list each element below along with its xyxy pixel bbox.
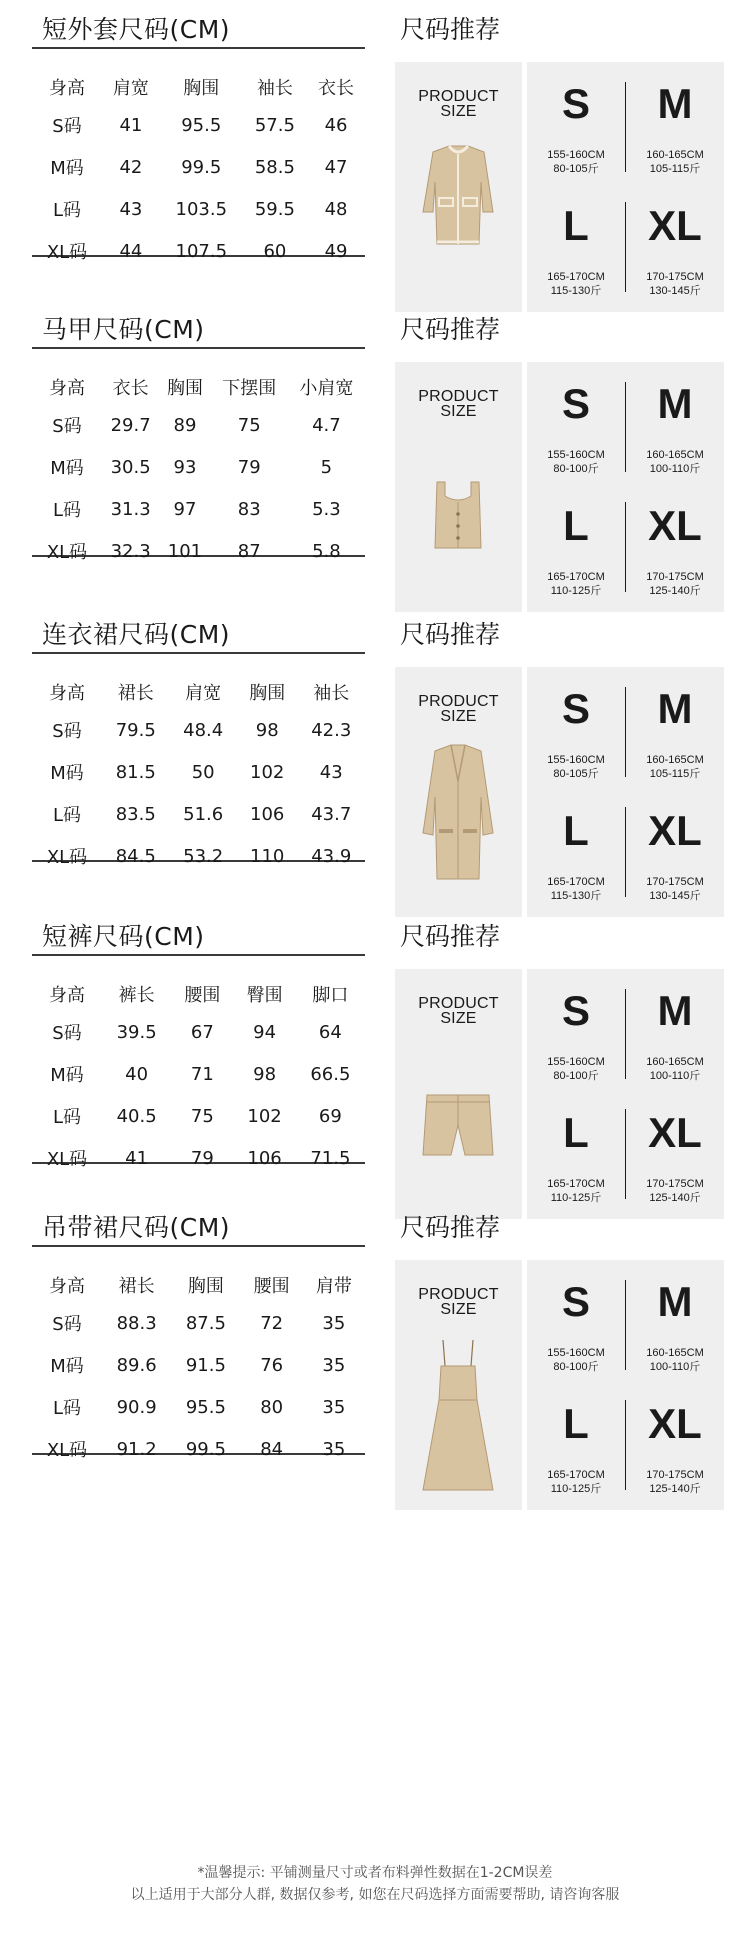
size-letter: L	[563, 502, 589, 549]
table-cell: 90.9	[116, 1396, 157, 1418]
table-cell: 50	[191, 761, 215, 783]
table-row	[32, 1344, 365, 1386]
product-label: PRODUCT	[418, 88, 499, 105]
size-table	[32, 1268, 365, 1470]
section-title: 短裤尺码(CM)	[42, 922, 205, 951]
size-height-range: 170-175CM	[646, 1178, 704, 1190]
blazer-dress-icon	[395, 737, 522, 912]
table-cell: 48.4	[183, 719, 224, 741]
table-cell: 79	[237, 456, 261, 478]
size-label: SIZE	[440, 1010, 477, 1027]
size-height-range: 165-170CM	[547, 1469, 605, 1481]
table-cell: XL码	[46, 847, 88, 868]
table-cell: M码	[50, 1356, 84, 1377]
table-row	[32, 188, 365, 230]
table-header-row	[32, 675, 365, 709]
table-row	[32, 1428, 365, 1470]
size-card-s	[527, 1278, 625, 1374]
size-weight-range: 80-100斤	[553, 1361, 599, 1373]
size-weight-range: 125-140斤	[649, 585, 701, 597]
table-row	[32, 146, 365, 188]
size-weight-range: 115-130斤	[550, 890, 602, 902]
table-cell: 75	[237, 414, 261, 436]
column-header: 衣长	[112, 378, 149, 399]
size-letter: L	[563, 807, 589, 854]
size-letter: M	[657, 380, 693, 427]
column-header: 臀围	[246, 985, 283, 1006]
table-cell: XL码	[46, 242, 88, 263]
column-header: 小肩宽	[299, 378, 354, 399]
table-cell: 102	[250, 761, 285, 783]
recommend-title: 尺码推荐	[400, 15, 501, 44]
table-row	[32, 1053, 365, 1095]
product-label: PRODUCT	[418, 693, 499, 710]
size-label: SIZE	[440, 103, 477, 120]
table-cell: 57.5	[254, 114, 295, 136]
table-cell: L码	[52, 805, 82, 826]
size-weight-range: 125-140斤	[649, 1483, 701, 1495]
size-height-range: 160-165CM	[646, 754, 704, 766]
divider	[32, 1245, 365, 1247]
table-cell: 43	[119, 198, 143, 220]
table-cell: 69	[318, 1105, 342, 1127]
column-header: 肩宽	[185, 683, 222, 704]
size-section	[0, 10, 750, 297]
column-header: 袖长	[256, 78, 293, 99]
table-cell: 59.5	[254, 198, 295, 220]
size-letter: XL	[648, 807, 702, 854]
size-table	[32, 370, 365, 572]
divider	[32, 652, 365, 654]
size-height-range: 155-160CM	[547, 449, 605, 461]
size-letter: L	[563, 1109, 589, 1156]
footer-line-1: *温馨提示: 平铺测量尺寸或者布料弹性数据在1-2CM误差	[197, 1865, 553, 1881]
table-cell: 44	[119, 240, 143, 262]
table-cell: 46	[324, 114, 348, 136]
size-table	[32, 675, 365, 877]
column-header: 下摆围	[222, 378, 277, 399]
table-cell: XL码	[46, 542, 88, 563]
divider	[32, 347, 365, 349]
table-cell: L码	[52, 1398, 82, 1419]
table-cell: 41	[125, 1147, 149, 1169]
size-card-xl	[626, 1109, 724, 1205]
size-letter: S	[561, 685, 590, 732]
table-cell: 91.5	[185, 1354, 226, 1376]
table-row	[32, 751, 365, 793]
size-height-range: 170-175CM	[646, 271, 704, 283]
size-label: SIZE	[440, 403, 477, 420]
size-height-range: 165-170CM	[547, 876, 605, 888]
table-row	[32, 530, 365, 572]
size-recommendation-grid	[527, 667, 724, 917]
size-section	[0, 1208, 750, 1495]
slip-dress-icon	[395, 1330, 522, 1505]
table-cell: 5.3	[312, 498, 341, 520]
divider	[32, 954, 365, 956]
column-header: 裤长	[118, 985, 155, 1006]
size-height-range: 165-170CM	[547, 1178, 605, 1190]
size-card-l	[527, 502, 625, 598]
size-card-l	[527, 1109, 625, 1205]
table-cell: 99.5	[185, 1438, 226, 1460]
size-card-l	[527, 807, 625, 903]
table-cell: 71	[190, 1063, 214, 1085]
table-cell: 32.3	[110, 540, 151, 562]
size-letter: M	[657, 80, 693, 127]
table-cell: 43	[319, 761, 343, 783]
recommend-title: 尺码推荐	[400, 315, 501, 344]
table-row	[32, 709, 365, 751]
table-cell: 91.2	[116, 1438, 157, 1460]
size-card-m	[626, 685, 724, 781]
column-header: 袖长	[313, 683, 350, 704]
table-cell: XL码	[46, 1149, 88, 1170]
size-card-m	[626, 380, 724, 476]
table-cell: 89	[173, 414, 197, 436]
product-image-panel	[395, 1260, 522, 1510]
product-image-panel	[395, 62, 522, 312]
size-letter: XL	[648, 1109, 702, 1156]
size-letter: L	[563, 202, 589, 249]
table-cell: 40.5	[116, 1105, 157, 1127]
size-weight-range: 100-110斤	[649, 463, 701, 475]
table-cell: 76	[260, 1354, 284, 1376]
table-cell: 103.5	[175, 198, 228, 220]
table-cell: 93	[173, 456, 197, 478]
table-cell: XL码	[46, 1440, 88, 1461]
divider	[32, 47, 365, 49]
size-height-range: 160-165CM	[646, 1056, 704, 1068]
column-header: 身高	[49, 985, 85, 1006]
size-table	[32, 70, 365, 272]
column-header: 裙长	[117, 683, 154, 704]
table-cell: 106	[247, 1147, 282, 1169]
table-cell: 53.2	[183, 845, 224, 867]
tweed-shorts-icon	[395, 1039, 522, 1214]
table-cell: 43.9	[311, 845, 352, 867]
table-cell: 106	[250, 803, 285, 825]
size-letter: M	[657, 685, 693, 732]
size-height-range: 160-165CM	[646, 449, 704, 461]
size-label: SIZE	[440, 708, 477, 725]
column-header: 腰围	[184, 985, 221, 1006]
size-weight-range: 105-115斤	[649, 163, 701, 175]
table-cell: 35	[322, 1354, 346, 1376]
size-height-range: 160-165CM	[646, 1347, 704, 1359]
product-label: PRODUCT	[418, 995, 499, 1012]
table-cell: L码	[52, 200, 82, 221]
table-cell: S码	[52, 1314, 82, 1335]
table-cell: 72	[260, 1312, 284, 1334]
size-letter: M	[657, 987, 693, 1034]
table-header-row	[32, 370, 365, 404]
size-card-m	[626, 80, 724, 176]
table-row	[32, 1137, 365, 1179]
column-header: 身高	[49, 78, 85, 99]
table-cell: M码	[50, 763, 84, 784]
column-header: 身高	[49, 683, 85, 704]
size-weight-range: 130-145斤	[649, 285, 701, 297]
table-cell: S码	[52, 416, 82, 437]
size-letter: XL	[648, 1400, 702, 1447]
table-cell: L码	[52, 500, 82, 521]
table-cell: 83.5	[115, 803, 156, 825]
table-cell: 88.3	[116, 1312, 157, 1334]
table-row	[32, 488, 365, 530]
table-cell: 67	[190, 1021, 214, 1043]
size-card-s	[527, 685, 625, 781]
size-height-range: 155-160CM	[547, 149, 605, 161]
product-image-panel	[395, 667, 522, 917]
table-cell: 39.5	[116, 1021, 157, 1043]
footer-note	[0, 1862, 750, 1906]
size-section	[0, 917, 750, 1204]
table-cell: 60	[263, 240, 287, 262]
table-cell: 83	[237, 498, 261, 520]
size-weight-range: 125-140斤	[649, 1192, 701, 1204]
size-letter: S	[561, 80, 590, 127]
table-cell: 47	[324, 156, 348, 178]
table-cell: 98	[255, 719, 279, 741]
section-title: 连衣裙尺码(CM)	[42, 620, 231, 649]
table-cell: 107.5	[175, 240, 228, 262]
recommend-title: 尺码推荐	[400, 922, 501, 951]
size-height-range: 165-170CM	[547, 571, 605, 583]
table-cell: 95.5	[185, 1396, 226, 1418]
product-image-panel	[395, 362, 522, 612]
size-height-range: 160-165CM	[646, 149, 704, 161]
table-cell: 31.3	[110, 498, 151, 520]
table-cell: 81.5	[115, 761, 156, 783]
size-label: SIZE	[440, 1301, 477, 1318]
size-letter: M	[657, 1278, 693, 1325]
size-recommendation-grid	[527, 969, 724, 1219]
table-cell: S码	[52, 116, 82, 137]
column-header: 胸围	[187, 1276, 224, 1297]
table-row	[32, 835, 365, 877]
table-cell: 51.6	[183, 803, 224, 825]
table-cell: M码	[50, 1065, 84, 1086]
column-header: 胸围	[166, 378, 203, 399]
size-weight-range: 105-115斤	[649, 768, 701, 780]
size-card-l	[527, 1400, 625, 1496]
table-cell: L码	[52, 1107, 82, 1128]
size-card-m	[626, 1278, 724, 1374]
size-card-xl	[626, 502, 724, 598]
table-cell: 42	[119, 156, 143, 178]
size-height-range: 170-175CM	[646, 1469, 704, 1481]
table-cell: 98	[253, 1063, 277, 1085]
table-cell: 30.5	[110, 456, 151, 478]
size-recommendation-grid	[527, 1260, 724, 1510]
table-cell: 5.8	[312, 540, 341, 562]
table-row	[32, 1386, 365, 1428]
column-header: 胸围	[183, 78, 220, 99]
table-cell: 84.5	[115, 845, 156, 867]
table-header-row	[32, 977, 365, 1011]
size-recommendation-grid	[527, 362, 724, 612]
table-row	[32, 793, 365, 835]
size-card-s	[527, 80, 625, 176]
table-cell: 89.6	[116, 1354, 157, 1376]
size-weight-range: 80-105斤	[553, 163, 599, 175]
table-row	[32, 1095, 365, 1137]
column-header: 裙长	[118, 1276, 155, 1297]
size-weight-range: 110-125斤	[550, 1192, 602, 1204]
column-header: 衣长	[318, 78, 355, 99]
section-title: 马甲尺码(CM)	[42, 315, 205, 344]
table-cell: 4.7	[312, 414, 341, 436]
product-label: PRODUCT	[418, 1286, 499, 1303]
column-header: 腰围	[253, 1276, 290, 1297]
column-header: 胸围	[249, 683, 286, 704]
table-cell: 35	[322, 1438, 346, 1460]
recommend-title: 尺码推荐	[400, 620, 501, 649]
table-cell: 97	[173, 498, 197, 520]
table-row	[32, 446, 365, 488]
table-cell: 42.3	[311, 719, 352, 741]
size-height-range: 170-175CM	[646, 876, 704, 888]
size-weight-range: 130-145斤	[649, 890, 701, 902]
recommend-title: 尺码推荐	[400, 1213, 501, 1242]
size-weight-range: 100-110斤	[649, 1361, 701, 1373]
table-cell: 101	[167, 540, 203, 562]
table-cell: 64	[318, 1021, 342, 1043]
column-header: 身高	[49, 378, 85, 399]
table-cell: 48	[324, 198, 348, 220]
size-height-range: 155-160CM	[547, 1056, 605, 1068]
size-weight-range: 80-100斤	[553, 463, 599, 475]
column-header: 脚口	[312, 985, 349, 1006]
table-row	[32, 230, 365, 272]
tweed-jacket-icon	[395, 132, 522, 307]
table-cell: 99.5	[181, 156, 222, 178]
table-cell: 87.5	[185, 1312, 226, 1334]
table-cell: 58.5	[254, 156, 295, 178]
column-header: 身高	[49, 1276, 85, 1297]
table-cell: 49	[324, 240, 348, 262]
table-row	[32, 1011, 365, 1053]
table-header-row	[32, 1268, 365, 1302]
section-title: 吊带裙尺码(CM)	[42, 1213, 231, 1242]
size-section	[0, 310, 750, 597]
table-cell: 94	[253, 1021, 277, 1043]
table-cell: 102	[247, 1105, 282, 1127]
table-row	[32, 104, 365, 146]
size-letter: S	[561, 987, 590, 1034]
size-card-xl	[626, 1400, 724, 1496]
size-recommendation-grid	[527, 62, 724, 312]
table-cell: 5	[320, 456, 333, 478]
table-row	[32, 404, 365, 446]
table-cell: 40	[125, 1063, 149, 1085]
table-cell: 43.7	[311, 803, 352, 825]
size-card-s	[527, 380, 625, 476]
size-letter: XL	[648, 502, 702, 549]
table-cell: M码	[50, 158, 84, 179]
column-header: 肩带	[315, 1276, 352, 1297]
table-cell: 41	[119, 114, 143, 136]
column-header: 肩宽	[112, 78, 149, 99]
product-label: PRODUCT	[418, 388, 499, 405]
table-cell: 84	[260, 1438, 284, 1460]
table-cell: S码	[52, 721, 82, 742]
size-card-l	[527, 202, 625, 298]
size-weight-range: 110-125斤	[550, 585, 602, 597]
size-weight-range: 80-100斤	[553, 1070, 599, 1082]
product-image-panel	[395, 969, 522, 1219]
table-cell: S码	[52, 1023, 82, 1044]
size-weight-range: 80-105斤	[553, 768, 599, 780]
size-card-xl	[626, 807, 724, 903]
size-letter: S	[561, 380, 590, 427]
section-title: 短外套尺码(CM)	[42, 15, 231, 44]
table-cell: 35	[322, 1312, 346, 1334]
table-cell: 80	[260, 1396, 284, 1418]
table-cell: 75	[190, 1105, 214, 1127]
size-height-range: 155-160CM	[547, 754, 605, 766]
size-letter: S	[561, 1278, 590, 1325]
size-height-range: 155-160CM	[547, 1347, 605, 1359]
table-cell: 79	[190, 1147, 214, 1169]
size-letter: L	[563, 1400, 589, 1447]
tweed-vest-icon	[395, 432, 522, 607]
size-weight-range: 110-125斤	[550, 1483, 602, 1495]
table-cell: 71.5	[310, 1147, 351, 1169]
table-row	[32, 1302, 365, 1344]
size-height-range: 165-170CM	[547, 271, 605, 283]
size-card-m	[626, 987, 724, 1083]
size-section	[0, 615, 750, 902]
size-letter: XL	[648, 202, 702, 249]
size-height-range: 170-175CM	[646, 571, 704, 583]
size-weight-range: 100-110斤	[649, 1070, 701, 1082]
table-cell: 66.5	[310, 1063, 351, 1085]
size-weight-range: 115-130斤	[550, 285, 602, 297]
table-cell: 110	[250, 845, 285, 867]
table-cell: 79.5	[115, 719, 156, 741]
table-cell: 29.7	[110, 414, 151, 436]
table-cell: 95.5	[181, 114, 222, 136]
table-cell: 35	[322, 1396, 346, 1418]
size-card-s	[527, 987, 625, 1083]
size-card-xl	[626, 202, 724, 298]
size-table	[32, 977, 365, 1179]
table-cell: M码	[50, 458, 84, 479]
table-cell: 87	[237, 540, 261, 562]
table-header-row	[32, 70, 365, 104]
footer-line-2: 以上适用于大部分人群, 数据仅参考, 如您在尺码选择方面需要帮助, 请咨询客服	[130, 1887, 620, 1903]
